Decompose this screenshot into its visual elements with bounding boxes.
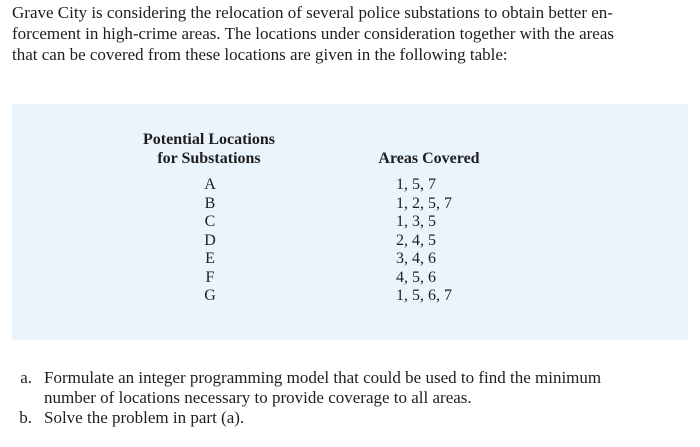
question-item <box>12 368 688 408</box>
header-line: Potential Locations <box>143 131 275 148</box>
location-cell: E <box>205 250 215 267</box>
areas-column <box>396 176 506 306</box>
areas-cell: 1, 5, 6, 7 <box>396 287 452 304</box>
question-text <box>44 408 688 428</box>
header-areas-covered: Areas Covered <box>378 150 480 167</box>
question-line: Formulate an integer programming model that could be used to find the minimum <box>44 368 602 387</box>
areas-cell: 4, 5, 6 <box>396 268 436 286</box>
areas-cell: 1, 3, 5 <box>396 213 436 230</box>
problem-intro <box>12 2 686 65</box>
question-label: b. <box>19 408 32 427</box>
question-text <box>44 368 688 408</box>
location-column <box>190 176 230 306</box>
intro-line: forcement in high-crime areas. The locations under consideration together with the areas <box>12 24 615 43</box>
header-potential-locations <box>130 130 288 168</box>
question-line: Solve the problem in part (a). <box>44 408 245 427</box>
header-line: for Substations <box>157 150 261 167</box>
location-cell: D <box>204 231 216 249</box>
areas-cell: 1, 5, 7 <box>396 176 436 193</box>
question-label: a. <box>20 368 32 387</box>
location-cell: B <box>204 194 216 212</box>
location-cell: G <box>204 287 216 304</box>
location-cell: C <box>204 213 216 230</box>
intro-line: Grave City is considering the relocation of several police substations to obtain better en- <box>12 3 613 22</box>
question-list <box>12 368 688 428</box>
intro-line: that can be covered from these locations are given in the following table: <box>12 45 508 64</box>
areas-cell: 1, 2, 5, 7 <box>396 194 452 212</box>
location-cell: A <box>204 176 216 193</box>
areas-cell: 2, 4, 5 <box>396 231 436 249</box>
areas-cell: 3, 4, 6 <box>396 250 436 267</box>
question-line: number of locations necessary to provide coverage to all areas. <box>44 388 472 407</box>
location-cell: F <box>205 268 215 286</box>
question-item <box>12 408 688 428</box>
locations-table <box>12 104 688 340</box>
